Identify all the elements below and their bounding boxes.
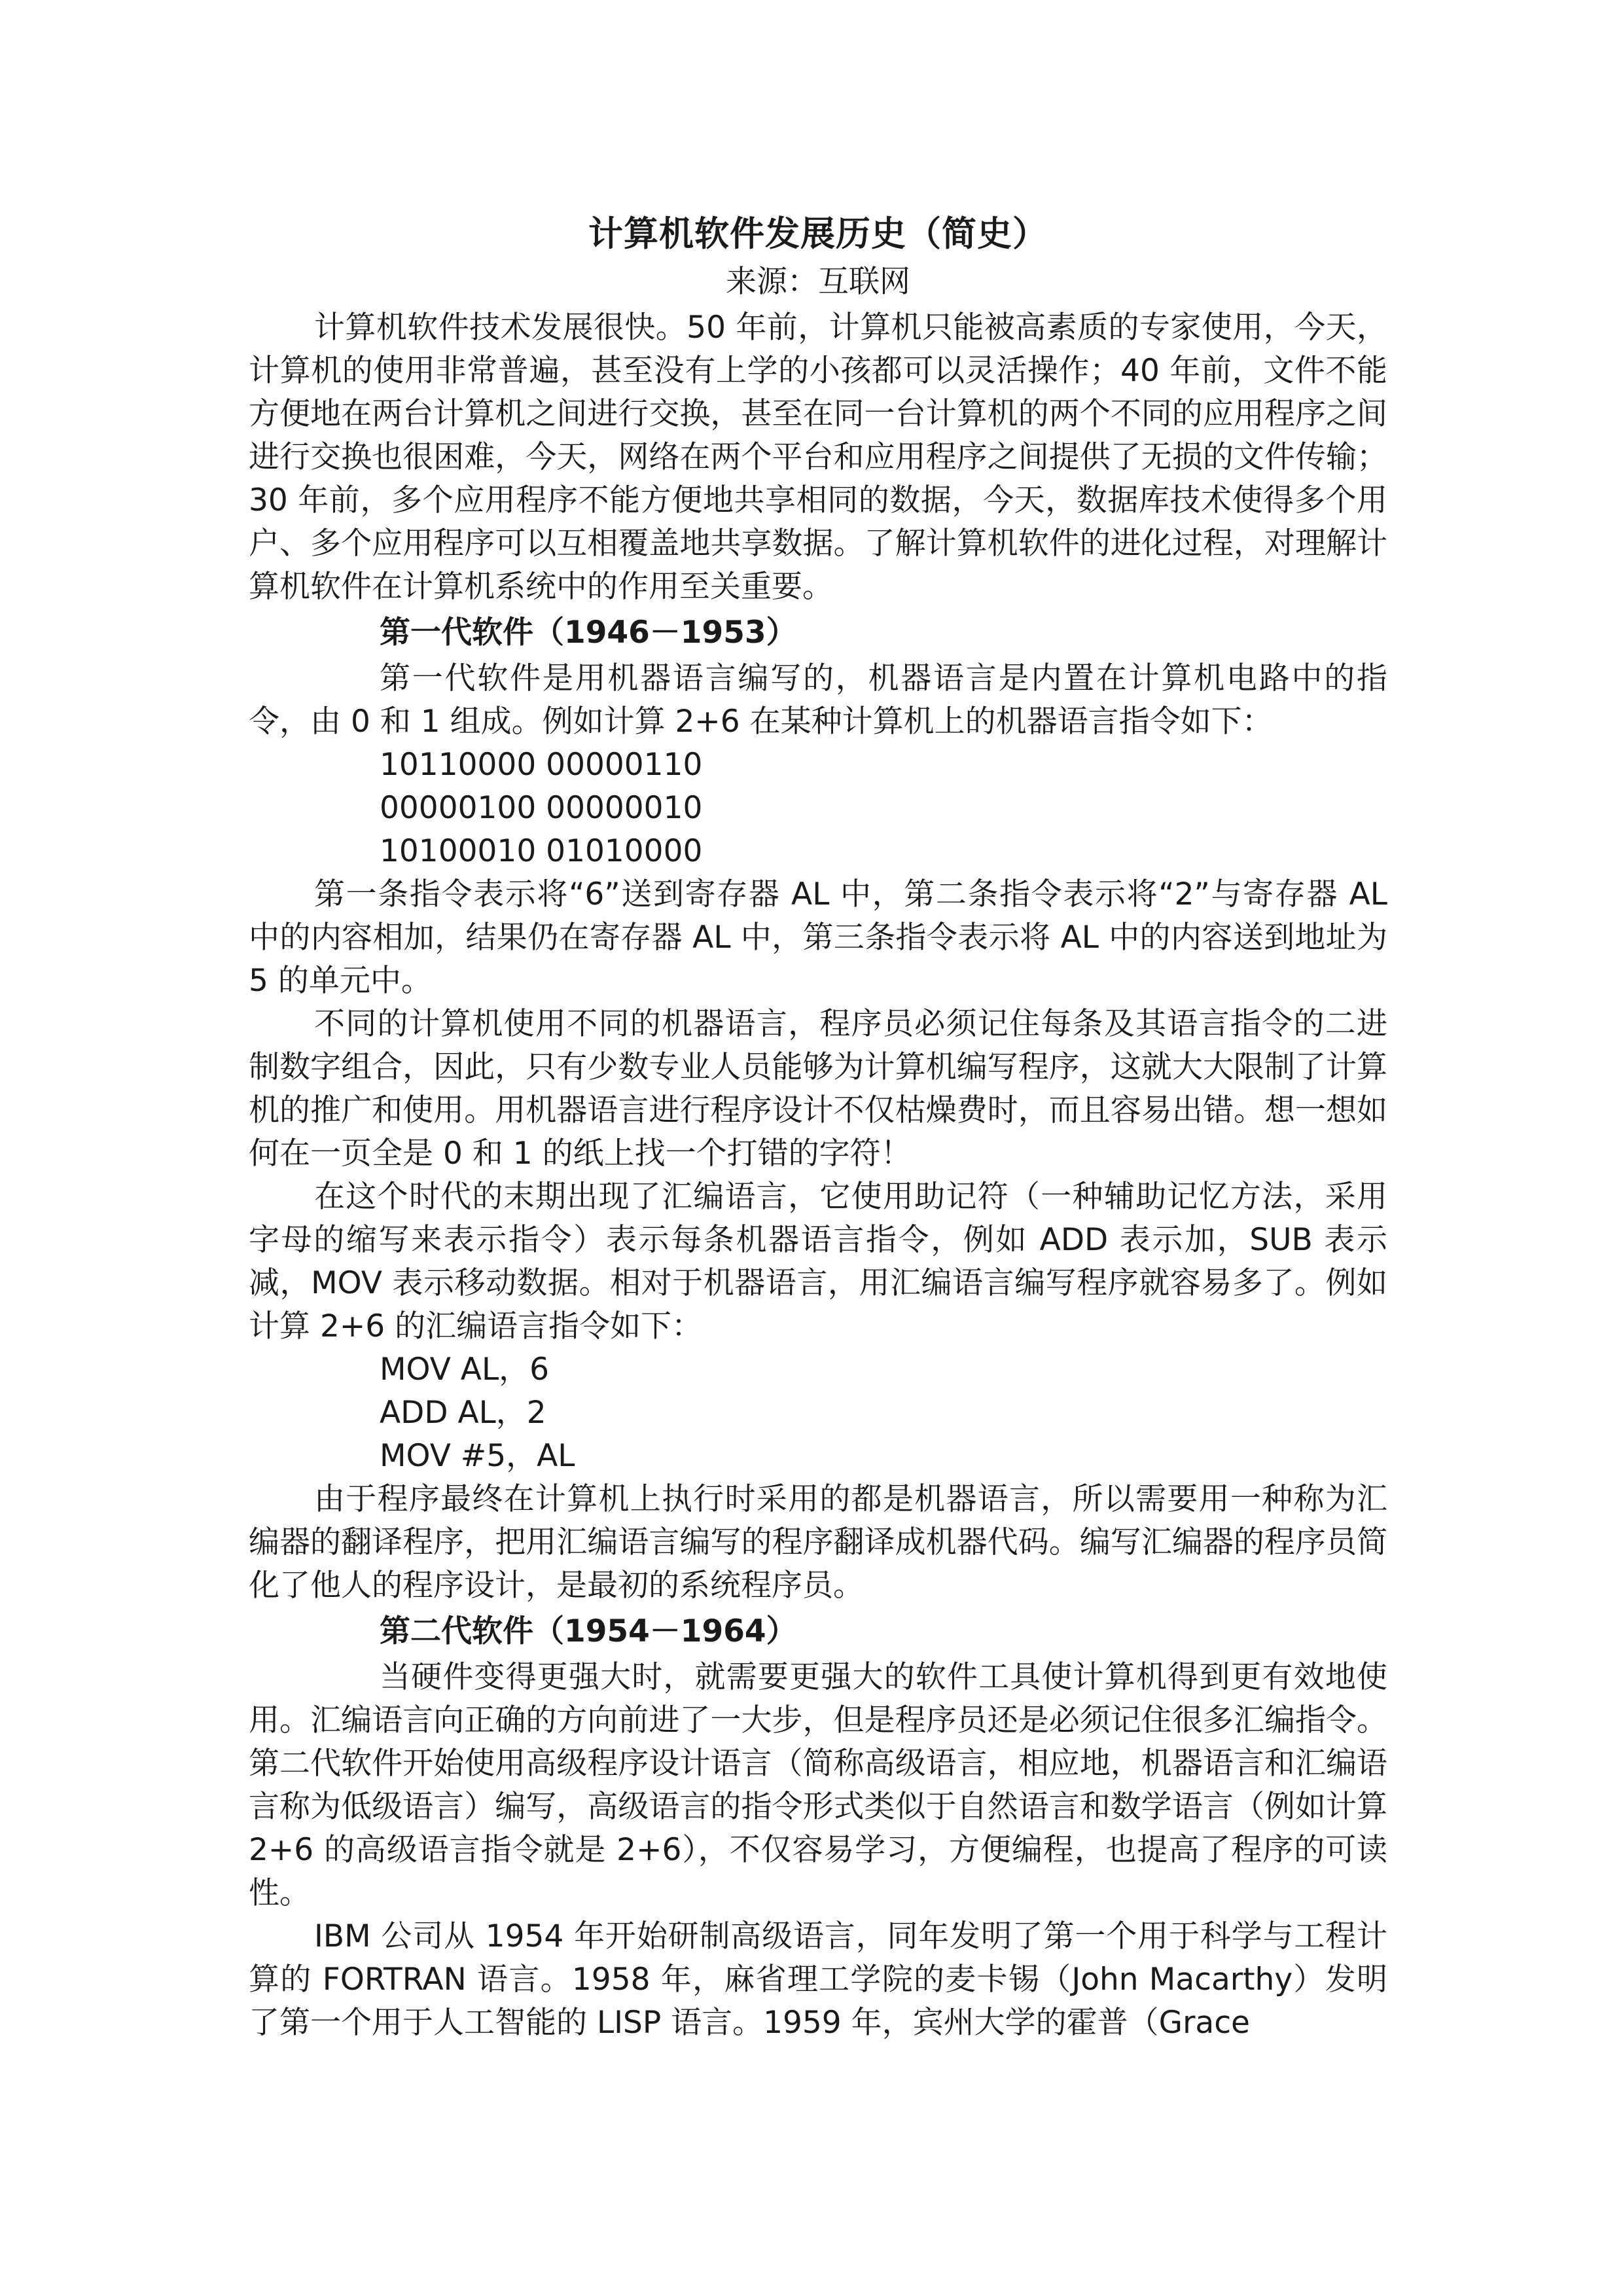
assembly-code-line: ADD AL，2 <box>380 1395 546 1431</box>
intro-paragraph: 计算机软件技术发展很快。50 年前，计算机只能被高素质的专家使用，今天，计算机的使用非常普遍，甚至没有上学的小孩都可以灵活操作；40 年前，文件不能方便地在两台计算机之间进行交换，甚至在同一台计算机的两个不同的应用程序之间进行交换也很困难，今天，网络在两个平台和应用程序之间提供了无损的文件传输；30 年前，多个应用程序不能方便地共享相同的数据，今天，数据库技术使得多个用户、多个应用程序可以互相覆盖地共享数据。了解计算机软件的进化过程，对理解计算机软件在计算机系统中的作用至关重要。 <box>249 310 1387 605</box>
paragraph: 在这个时代的末期出现了汇编语言，它使用助记符（一种辅助记忆方法，采用字母的缩写来表示指令）表示每条机器语言指令，例如 ADD 表示加，SUB 表示减，MOV 表示移动数据。相对于机器语言，用汇编语言编写程序就容易多了。例如计算 2+6 的汇编语言指令如下： <box>249 1179 1387 1344</box>
paragraph: 当硬件变得更强大时，就需要更强大的软件工具使计算机得到更有效地使用。汇编语言向正确的方向前进了一大步，但是程序员还是必须记住很多汇编指令。第二代软件开始使用高级程序设计语言（简称高级语言，相应地，机器语言和汇编语言称为低级语言）编写，高级语言的指令形式类似于自然语言和数学语言（例如计算 2+6 的高级语言指令就是 2+6），不仅容易学习，方便编程，也提高了程序的可读性。 <box>249 1659 1387 1911</box>
paragraph: 由于程序最终在计算机上执行时采用的都是机器语言，所以需要用一种称为汇编器的翻译程序，把用汇编语言编写的程序翻译成机器代码。编写汇编器的程序员简化了他人的程序设计，是最初的系统程序员。 <box>249 1481 1387 1604</box>
machine-code-line: 10110000 00000110 <box>380 747 703 783</box>
machine-code-line: 00000100 00000010 <box>380 790 703 826</box>
source-line: 来源：互联网 <box>726 264 910 300</box>
machine-code-line: 10100010 01010000 <box>380 833 703 869</box>
assembly-code-line: MOV #5，AL <box>380 1438 575 1474</box>
paragraph: 不同的计算机使用不同的机器语言，程序员必须记住每条及其语言指令的二进制数字组合，因此，只有少数专业人员能够为计算机编写程序，这就大大限制了计算机的推广和使用。用机器语言进行程序设计不仅枯燥费时，而且容易出错。想一想如何在一页全是 0 和 1 的纸上找一个打错的字符！ <box>249 1006 1387 1172</box>
section-heading-second-generation: 第二代软件（1954－1964） <box>380 1613 797 1649</box>
paragraph: 第一代软件是用机器语言编写的，机器语言是内置在计算机电路中的指令，由 0 和 1 组成。例如计算 2+6 在某种计算机上的机器语言指令如下： <box>249 660 1387 740</box>
section-heading-first-generation: 第一代软件（1946－1953） <box>380 615 797 651</box>
document-body <box>249 208 1387 2045</box>
page-title: 计算机软件发展历史（简史） <box>588 214 1048 254</box>
paragraph: 第一条指令表示将“6”送到寄存器 AL 中，第二条指令表示将“2”与寄存器 AL 中的内容相加，结果仍在寄存器 AL 中，第三条指令表示将 AL 中的内容送到地址为 5 的单元中。 <box>249 876 1387 999</box>
paragraph: IBM 公司从 1954 年开始研制高级语言，同年发明了第一个用于科学与工程计算的 FORTRAN 语言。1958 年，麻省理工学院的麦卡锡（John Macarthy）发明了第一个用于人工智能的 LISP 语言。1959 年，宾州大学的霍普（Grace <box>249 1918 1387 2041</box>
assembly-code-line: MOV AL，6 <box>380 1352 550 1388</box>
